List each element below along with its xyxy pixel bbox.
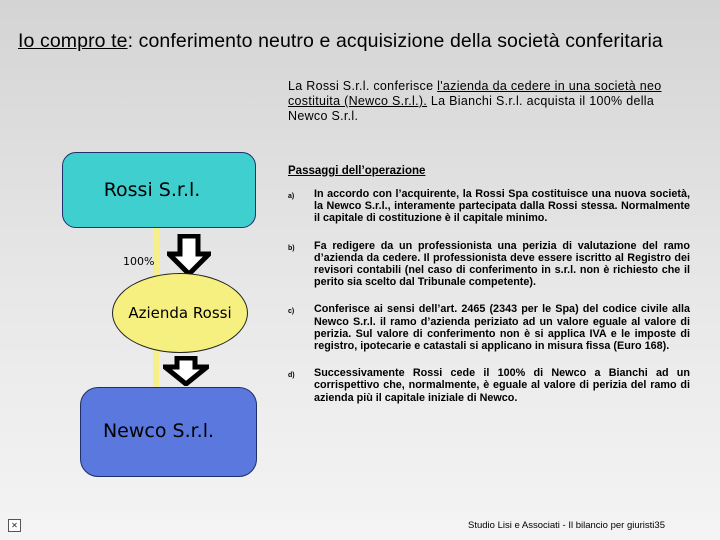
step-text: In accordo con l’acquirente, la Rossi Spa costituisce una nuova società, la Newco S.r.l., interamente partecipata dalla Rossi stessa. Normalmente il capitale di costituzione è il capitale minimo. <box>314 188 690 225</box>
intro-part2: La Bianchi S.r.l. acquista il 100% della Newco S.r.l. <box>288 94 655 123</box>
newco-box <box>80 387 257 477</box>
step-letter: a) <box>288 193 295 200</box>
intro-part1: La Rossi S.r.l. conferisce <box>288 79 438 93</box>
footer <box>468 520 665 531</box>
steps-heading: Passaggi dell’operazione <box>288 165 426 177</box>
newco-box-label: Newco S.r.l. <box>102 420 215 442</box>
rossi-box <box>62 152 256 228</box>
step-letter: b) <box>288 244 295 252</box>
rossi-box-label: Rossi S.r.l. <box>103 179 201 201</box>
step-text: Fa redigere da un professionista una perizia di valutazione del ramo d’azienda da cedere. Il professionista deve essere iscritto al Registro dei revisori contabili (nel caso di conferimento in s.r.l. non è richiesto che il perito sia scelto dal Tribunale competente). <box>314 239 690 289</box>
intro-paragraph <box>288 79 688 124</box>
step-text: Conferisce ai sensi dell’art. 2465 (2343 per le Spa) del codice civile alla Newco S.r.l. il ramo d’azienda periziato ad un valore eguale al valore di perizia. Sul valore di conferimento non è si applica IVA e le imposte di registro, ipotecarie e catastali si applicano in misura fissa (Euro 168). <box>314 303 690 353</box>
azienda-rossi-ellipse <box>112 273 248 353</box>
slide-title-rest: : conferimento neutro e acquisizione della società conferitaria <box>127 30 663 52</box>
down-arrow-icon <box>163 356 209 386</box>
step-b <box>288 240 690 289</box>
slide-title-emphasis: Io compro te <box>18 30 128 52</box>
ownership-percent: 100% <box>123 255 155 268</box>
step-text: Successivamente Rossi cede il 100% di Newco a Bianchi ad un corrispettivo che, normalmente, è eguale al valore di perizia del ramo di azienda più il capitale iniziale di Newco. <box>314 367 690 404</box>
down-arrow-icon <box>167 234 211 276</box>
step-letter: c) <box>288 308 295 316</box>
slide-title <box>18 30 718 53</box>
step-d <box>288 367 690 404</box>
step-a <box>288 188 690 225</box>
steps-list <box>288 188 690 404</box>
page-number: 35 <box>654 520 665 531</box>
ellipse-label: Azienda Rossi <box>128 304 232 322</box>
step-letter: d) <box>288 372 295 380</box>
intro-underlined: l'azienda da cedere in una società neo costituita (Newco S.r.l.). <box>288 79 662 108</box>
slide-navigation-icon[interactable]: ✕ <box>8 519 21 532</box>
footer-source: Studio Lisi e Associati - Il bilancio per giuristi <box>468 520 655 531</box>
step-c <box>288 303 690 352</box>
